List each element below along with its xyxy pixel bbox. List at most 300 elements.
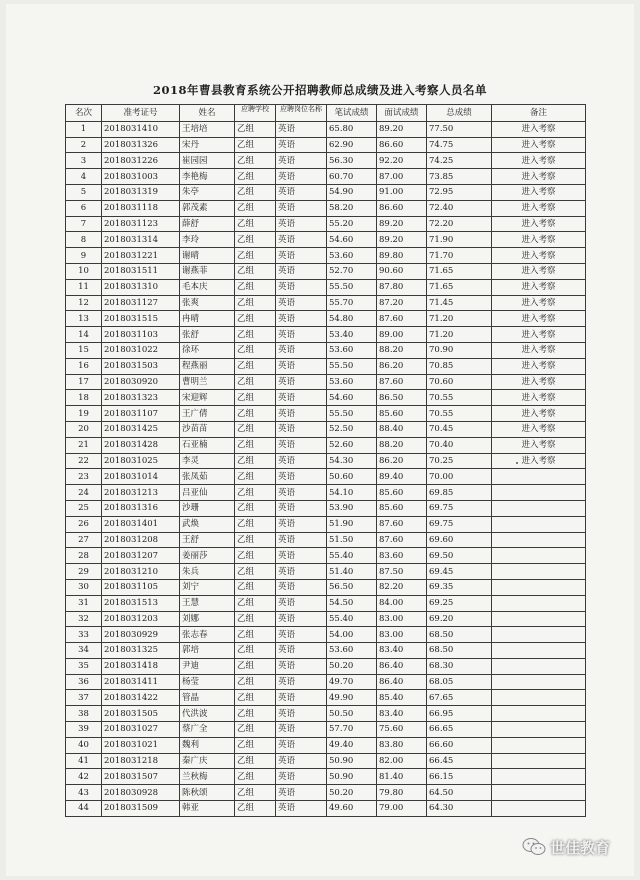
cell-written-score: 50.50 [327,706,377,722]
cell-position: 英语 [276,469,327,485]
cell-school: 乙组 [235,532,276,548]
cell-school: 乙组 [235,248,276,264]
cell-position: 英语 [276,453,327,469]
cell-total-score: 69.75 [427,516,492,532]
cell-total-score: 69.75 [427,500,492,516]
header-exam-id: 准考证号 [102,105,180,122]
table-row [66,611,586,627]
cell-interview-score: 91.00 [377,184,427,200]
cell-remark: 进入考察 [492,184,586,200]
cell-exam-id: 2018031118 [102,200,180,216]
cell-school: 乙组 [235,753,276,769]
cell-exam-id: 2018031323 [102,390,180,406]
cell-written-score: 53.60 [327,643,377,659]
cell-exam-id: 2018031021 [102,737,180,753]
cell-exam-id: 2018031418 [102,658,180,674]
table-row [66,516,586,532]
cell-position: 英语 [276,153,327,169]
cell-total-score: 70.45 [427,421,492,437]
cell-position: 英语 [276,342,327,358]
cell-name: 刘宁 [180,579,235,595]
cell-position: 英语 [276,643,327,659]
cell-school: 乙组 [235,200,276,216]
cell-interview-score: 82.00 [377,753,427,769]
cell-interview-score: 86.40 [377,658,427,674]
cell-total-score: 69.85 [427,485,492,501]
cell-position: 英语 [276,548,327,564]
cell-school: 乙组 [235,153,276,169]
table-row [66,658,586,674]
cell-position: 英语 [276,263,327,279]
cell-rank: 27 [66,532,102,548]
cell-school: 乙组 [235,374,276,390]
cell-name: 张凤茹 [180,469,235,485]
table-row [66,248,586,264]
cell-remark: 进入考察 [492,390,586,406]
cell-rank: 10 [66,263,102,279]
cell-exam-id: 2018031507 [102,769,180,785]
cell-total-score: 68.50 [427,627,492,643]
cell-name: 曹明兰 [180,374,235,390]
cell-school: 乙组 [235,279,276,295]
cell-remark: 进入考察 [492,279,586,295]
cell-remark [492,564,586,580]
cell-exam-id: 2018031314 [102,232,180,248]
cell-total-score: 74.75 [427,137,492,153]
cell-rank: 41 [66,753,102,769]
cell-interview-score: 88.40 [377,421,427,437]
cell-school: 乙组 [235,722,276,738]
cell-remark [492,579,586,595]
cell-interview-score: 83.80 [377,737,427,753]
cell-name: 张志春 [180,627,235,643]
cell-school: 乙组 [235,548,276,564]
cell-interview-score: 87.80 [377,279,427,295]
cell-name: 朱兵 [180,564,235,580]
cell-rank: 37 [66,690,102,706]
table-row [66,627,586,643]
table-row [66,342,586,358]
cell-total-score: 71.20 [427,311,492,327]
cell-total-score: 70.90 [427,342,492,358]
cell-written-score: 58.20 [327,200,377,216]
cell-name: 王舒 [180,532,235,548]
cell-position: 英语 [276,658,327,674]
table-row [66,390,586,406]
cell-name: 张爽 [180,295,235,311]
cell-remark: 进入考察 [492,406,586,422]
cell-interview-score: 89.40 [377,469,427,485]
cell-interview-score: 87.00 [377,169,427,185]
cell-rank: 21 [66,437,102,453]
cell-total-score: 72.20 [427,216,492,232]
cell-remark: 进入考察 [492,232,586,248]
table-row [66,722,586,738]
cell-school: 乙组 [235,342,276,358]
cell-exam-id: 2018031003 [102,169,180,185]
cell-position: 英语 [276,611,327,627]
cell-written-score: 50.20 [327,785,377,801]
cell-exam-id: 2018031226 [102,153,180,169]
cell-written-score: 55.20 [327,216,377,232]
cell-remark [492,595,586,611]
cell-written-score: 54.60 [327,390,377,406]
header-position: 应聘岗位名称 [276,105,327,122]
cell-exam-id: 2018031107 [102,406,180,422]
table-row [66,358,586,374]
cell-exam-id: 2018031515 [102,311,180,327]
cell-remark: 进入考察 [492,263,586,279]
cell-school: 乙组 [235,232,276,248]
cell-exam-id: 2018031103 [102,327,180,343]
cell-remark: 进入考察 [492,421,586,437]
cell-school: 乙组 [235,327,276,343]
table-row [66,753,586,769]
cell-school: 乙组 [235,421,276,437]
cell-name: 李艳梅 [180,169,235,185]
cell-written-score: 55.50 [327,358,377,374]
header-written: 笔试成绩 [327,105,377,122]
cell-exam-id: 2018031411 [102,674,180,690]
table-row [66,216,586,232]
cell-remark [492,548,586,564]
cell-interview-score: 89.80 [377,248,427,264]
watermark-text: 世佳教育 [549,838,610,857]
cell-remark [492,658,586,674]
cell-exam-id: 2018031025 [102,453,180,469]
table-row [66,801,586,817]
cell-name: 韩亚 [180,801,235,817]
table-row [66,437,586,453]
cell-position: 英语 [276,437,327,453]
cell-written-score: 53.60 [327,374,377,390]
cell-total-score: 66.15 [427,769,492,785]
cell-position: 英语 [276,785,327,801]
cell-written-score: 50.60 [327,469,377,485]
cell-total-score: 70.55 [427,406,492,422]
cell-interview-score: 85.40 [377,690,427,706]
cell-position: 英语 [276,690,327,706]
table-row [66,785,586,801]
cell-remark: 进入考察 [492,453,586,469]
cell-written-score: 49.70 [327,674,377,690]
cell-written-score: 55.50 [327,279,377,295]
cell-rank: 40 [66,737,102,753]
cell-exam-id: 2018031203 [102,611,180,627]
cell-school: 乙组 [235,674,276,690]
cell-rank: 25 [66,500,102,516]
cell-position: 英语 [276,374,327,390]
cell-exam-id: 2018031511 [102,263,180,279]
cell-written-score: 49.90 [327,690,377,706]
cell-rank: 15 [66,342,102,358]
cell-position: 英语 [276,769,327,785]
cell-written-score: 55.50 [327,406,377,422]
cell-position: 英语 [276,722,327,738]
cell-school: 乙组 [235,627,276,643]
table-row [66,295,586,311]
cell-interview-score: 86.20 [377,453,427,469]
cell-name: 李玲 [180,232,235,248]
cell-name: 朱亭 [180,184,235,200]
cell-name: 陈秋颂 [180,785,235,801]
cell-written-score: 49.40 [327,737,377,753]
cell-name: 王广倩 [180,406,235,422]
cell-total-score: 66.45 [427,753,492,769]
cell-position: 英语 [276,232,327,248]
cell-name: 姜丽莎 [180,548,235,564]
cell-total-score: 70.55 [427,390,492,406]
cell-name: 杨莹 [180,674,235,690]
cell-name: 薛舒 [180,216,235,232]
cell-total-score: 71.65 [427,279,492,295]
table-row [66,232,586,248]
table-row [66,706,586,722]
cell-rank: 36 [66,674,102,690]
cell-written-score: 52.50 [327,421,377,437]
cell-rank: 24 [66,485,102,501]
cell-written-score: 50.90 [327,769,377,785]
cell-school: 乙组 [235,295,276,311]
table-row [66,564,586,580]
cell-total-score: 70.25 [427,453,492,469]
cell-remark [492,674,586,690]
cell-exam-id: 2018031316 [102,500,180,516]
cell-position: 英语 [276,564,327,580]
cell-total-score: 71.90 [427,232,492,248]
cell-rank: 39 [66,722,102,738]
cell-rank: 42 [66,769,102,785]
cell-name: 李灵 [180,453,235,469]
cell-school: 乙组 [235,184,276,200]
cell-exam-id: 2018031503 [102,358,180,374]
cell-exam-id: 2018031221 [102,248,180,264]
cell-interview-score: 75.60 [377,722,427,738]
cell-interview-score: 87.60 [377,532,427,548]
cell-name: 程燕丽 [180,358,235,374]
cell-rank: 9 [66,248,102,264]
cell-written-score: 54.80 [327,311,377,327]
cell-total-score: 69.50 [427,548,492,564]
cell-total-score: 68.50 [427,643,492,659]
cell-position: 英语 [276,737,327,753]
cell-rank: 8 [66,232,102,248]
watermark [522,836,610,858]
table-row [66,485,586,501]
header-interview: 面试成绩 [377,105,427,122]
cell-rank: 31 [66,595,102,611]
cell-position: 英语 [276,516,327,532]
table-row [66,121,586,137]
cell-position: 英语 [276,801,327,817]
cell-remark [492,485,586,501]
cell-total-score: 71.20 [427,327,492,343]
cell-written-score: 50.90 [327,753,377,769]
cell-interview-score: 84.00 [377,595,427,611]
cell-total-score: 70.60 [427,374,492,390]
table-row [66,184,586,200]
cell-total-score: 70.00 [427,469,492,485]
table-row [66,137,586,153]
cell-interview-score: 85.60 [377,485,427,501]
cell-interview-score: 83.00 [377,611,427,627]
table-row [66,263,586,279]
cell-position: 英语 [276,358,327,374]
cell-written-score: 54.00 [327,627,377,643]
cell-school: 乙组 [235,263,276,279]
cell-remark: 进入考察 [492,137,586,153]
cell-exam-id: 2018031513 [102,595,180,611]
cell-school: 乙组 [235,121,276,137]
cell-school: 乙组 [235,453,276,469]
cell-school: 乙组 [235,406,276,422]
cell-total-score: 69.45 [427,564,492,580]
table-row [66,500,586,516]
cell-name: 毛本庆 [180,279,235,295]
cell-rank: 4 [66,169,102,185]
cell-exam-id: 2018030928 [102,785,180,801]
cell-total-score: 66.65 [427,722,492,738]
cell-interview-score: 88.20 [377,437,427,453]
cell-total-score: 72.40 [427,200,492,216]
cell-rank: 43 [66,785,102,801]
cell-total-score: 71.65 [427,263,492,279]
cell-rank: 11 [66,279,102,295]
cell-remark [492,500,586,516]
cell-position: 英语 [276,295,327,311]
cell-name: 蔡广全 [180,722,235,738]
cell-remark [492,627,586,643]
cell-remark [492,753,586,769]
cell-total-score: 66.95 [427,706,492,722]
score-table [65,104,586,817]
table-row [66,453,586,469]
cell-position: 英语 [276,579,327,595]
cell-school: 乙组 [235,658,276,674]
cell-exam-id: 2018031425 [102,421,180,437]
cell-written-score: 62.90 [327,137,377,153]
cell-rank: 17 [66,374,102,390]
cell-rank: 32 [66,611,102,627]
header-school: 应聘学校 [235,105,276,122]
cell-interview-score: 85.60 [377,500,427,516]
cell-name: 管晶 [180,690,235,706]
table-row [66,737,586,753]
cell-name: 王慧 [180,595,235,611]
table-row [66,643,586,659]
cell-name: 宋丹 [180,137,235,153]
cell-interview-score: 83.40 [377,643,427,659]
table-row [66,579,586,595]
cell-interview-score: 83.40 [377,706,427,722]
cell-written-score: 54.60 [327,232,377,248]
cell-interview-score: 86.40 [377,674,427,690]
cell-written-score: 55.40 [327,611,377,627]
cell-school: 乙组 [235,706,276,722]
cell-remark: 进入考察 [492,248,586,264]
table-row [66,311,586,327]
cell-school: 乙组 [235,169,276,185]
cell-remark: 进入考察 [492,327,586,343]
cell-total-score: 70.40 [427,437,492,453]
cell-remark: 进入考察 [492,295,586,311]
cell-remark: 进入考察 [492,342,586,358]
cell-position: 英语 [276,121,327,137]
cell-name: 郭茂素 [180,200,235,216]
cell-name: 武焕 [180,516,235,532]
cell-rank: 38 [66,706,102,722]
cell-exam-id: 2018031105 [102,579,180,595]
cell-name: 张舒 [180,327,235,343]
cell-remark [492,690,586,706]
cell-written-score: 51.40 [327,564,377,580]
cell-total-score: 69.35 [427,579,492,595]
table-row [66,279,586,295]
cell-remark: 进入考察 [492,169,586,185]
cell-interview-score: 88.20 [377,342,427,358]
cell-rank: 1 [66,121,102,137]
cell-written-score: 52.60 [327,437,377,453]
cell-written-score: 54.50 [327,595,377,611]
cell-exam-id: 2018031401 [102,516,180,532]
table-row [66,548,586,564]
cell-school: 乙组 [235,737,276,753]
cell-interview-score: 89.20 [377,232,427,248]
cell-school: 乙组 [235,690,276,706]
cell-name: 崔园园 [180,153,235,169]
cell-interview-score: 89.00 [377,327,427,343]
cell-interview-score: 79.80 [377,785,427,801]
cell-rank: 22 [66,453,102,469]
cell-total-score: 69.25 [427,595,492,611]
table-body [66,121,586,816]
cell-name: 尹迪 [180,658,235,674]
cell-interview-score: 87.20 [377,295,427,311]
cell-name: 魏利 [180,737,235,753]
cell-position: 英语 [276,674,327,690]
table-row [66,153,586,169]
cell-rank: 23 [66,469,102,485]
cell-school: 乙组 [235,595,276,611]
cell-name: 吕亚仙 [180,485,235,501]
cell-written-score: 55.70 [327,295,377,311]
cell-position: 英语 [276,706,327,722]
cell-school: 乙组 [235,437,276,453]
cell-remark [492,532,586,548]
table-row [66,769,586,785]
cell-remark: 进入考察 [492,311,586,327]
cell-written-score: 50.20 [327,658,377,674]
cell-rank: 16 [66,358,102,374]
cell-school: 乙组 [235,516,276,532]
cell-interview-score: 86.50 [377,390,427,406]
cell-interview-score: 87.60 [377,516,427,532]
cell-position: 英语 [276,406,327,422]
cell-school: 乙组 [235,390,276,406]
cell-name: 谢晴 [180,248,235,264]
cell-written-score: 53.90 [327,500,377,516]
cell-name: 兰秋梅 [180,769,235,785]
cell-interview-score: 79.00 [377,801,427,817]
cell-remark: 进入考察 [492,358,586,374]
cell-name: 王培培 [180,121,235,137]
cell-written-score: 56.50 [327,579,377,595]
cell-rank: 33 [66,627,102,643]
cell-remark: 进入考察 [492,200,586,216]
cell-exam-id: 2018031027 [102,722,180,738]
cell-interview-score: 90.60 [377,263,427,279]
cell-school: 乙组 [235,485,276,501]
